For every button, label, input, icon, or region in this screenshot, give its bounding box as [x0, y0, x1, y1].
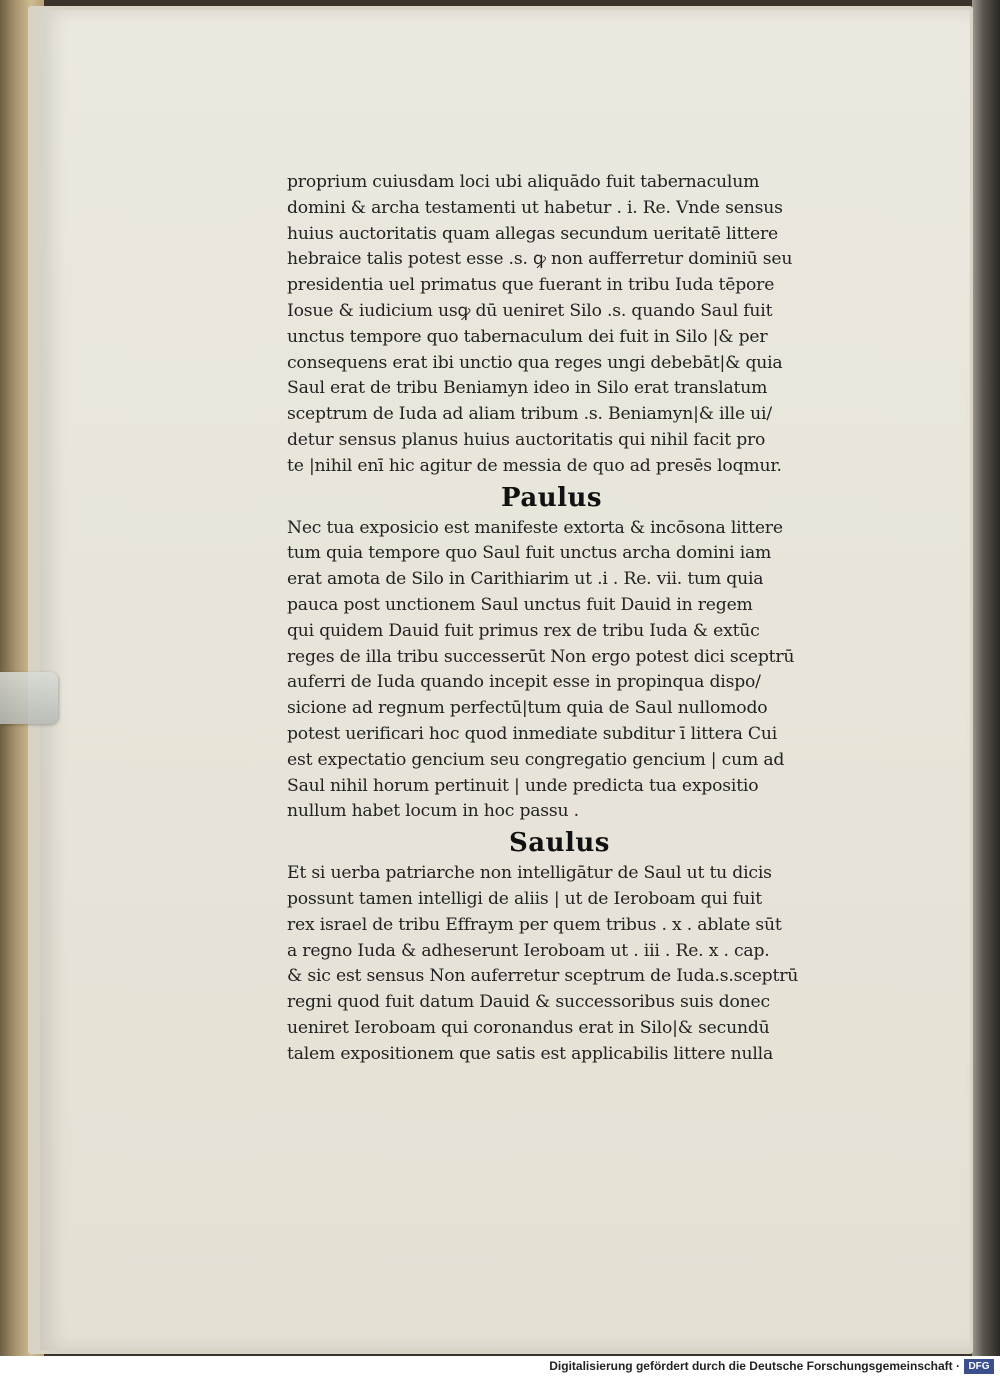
- text-line: Saul erat de tribu Beniamyn ideo in Silo erat translatum: [287, 378, 768, 399]
- text-line: detur sensus planus huius auctoritatis qui nihil facit pro: [287, 429, 766, 450]
- text-section-2: [287, 516, 847, 826]
- text-line: possunt tamen intelligi de aliis | ut de Ieroboam qui fuit: [287, 888, 762, 909]
- text-line: sceptrum de Iuda ad aliam tribum .s. Beniamyn|& ille ui/: [287, 404, 772, 425]
- footer-credit: Digitalisierung gefördert durch die Deutsche Forschungsgemeinschaft ·: [549, 1359, 960, 1373]
- text-section-3: [287, 861, 847, 1067]
- text-line: Iosue & iudicium usꝙ dū ueniret Silo .s. quando Saul fuit: [287, 300, 773, 321]
- text-line: te |nihil enī hic agitur de messia de quo ad presēs loqmur.: [287, 455, 782, 476]
- text-line: sicione ad regnum perfectū|tum quia de Saul nullomodo: [287, 698, 768, 719]
- text-line: potest uerificari hoc quod inmediate subditur ī littera Cui: [287, 723, 778, 744]
- text-line: rex israel de tribu Effraym per quem tribus . x . ablate sūt: [287, 914, 782, 935]
- page-text: [287, 170, 847, 1068]
- section-heading-paulus: Paulus: [501, 482, 603, 513]
- dfg-logo: DFG: [964, 1359, 994, 1374]
- text-line: tum quia tempore quo Saul fuit unctus archa domini iam: [287, 543, 772, 564]
- text-line: est expectatio gencium seu congregatio gencium | cum ad: [287, 749, 785, 770]
- footer-bar: [0, 1356, 1000, 1378]
- text-line: unctus tempore quo tabernaculum dei fuit in Silo |& per: [287, 326, 768, 347]
- text-line: domini & archa testamenti ut habetur . i. Re. Vnde sensus: [287, 197, 783, 218]
- text-line: Et si uerba patriarche non intelligātur de Saul ut tu dicis: [287, 863, 772, 884]
- text-line: & sic est sensus Non auferretur sceptrum de Iuda.s.sceptrū: [287, 966, 799, 987]
- text-line: ueniret Ieroboam qui coronandus erat in Silo|& secundū: [287, 1017, 770, 1038]
- text-line: nullum habet locum in hoc passu .: [287, 801, 579, 822]
- text-line: presidentia uel primatus que fuerant in tribu Iuda tēpore: [287, 275, 775, 296]
- text-section-1: [287, 170, 847, 480]
- text-line: regni quod fuit datum Dauid & successoribus suis donec: [287, 992, 770, 1013]
- text-line: reges de illa tribu successerūt Non ergo potest dici sceptrū: [287, 646, 795, 667]
- page-clip: [0, 672, 58, 724]
- text-line: a regno Iuda & adheserunt Ieroboam ut . iii . Re. x . cap.: [287, 940, 770, 961]
- text-line: pauca post unctionem Saul unctus fuit Dauid in regem: [287, 594, 753, 615]
- text-line: auferri de Iuda quando incepit esse in propinqua dispo/: [287, 672, 761, 693]
- text-line: hebraice talis potest esse .s. ꝙ non aufferretur dominiū seu: [287, 249, 793, 270]
- text-line: huius auctoritatis quam allegas secundum ueritatē littere: [287, 223, 778, 244]
- text-line: Saul nihil horum pertinuit | unde predicta tua expositio: [287, 775, 759, 796]
- text-line: talem expositionem que satis est applicabilis littere nulla: [287, 1043, 773, 1064]
- book-binding-right: [972, 0, 1000, 1360]
- text-line: consequens erat ibi unctio qua reges ungi debebāt|& quia: [287, 352, 783, 373]
- text-line: qui quidem Dauid fuit primus rex de tribu Iuda & extūc: [287, 620, 760, 641]
- text-line: proprium cuiusdam loci ubi aliquādo fuit tabernaculum: [287, 172, 760, 192]
- text-line: Nec tua exposicio est manifeste extorta & incōsona littere: [287, 517, 783, 538]
- text-line: erat amota de Silo in Carithiarim ut .i . Re. vii. tum quia: [287, 569, 764, 590]
- section-heading-saulus: Saulus: [509, 828, 610, 859]
